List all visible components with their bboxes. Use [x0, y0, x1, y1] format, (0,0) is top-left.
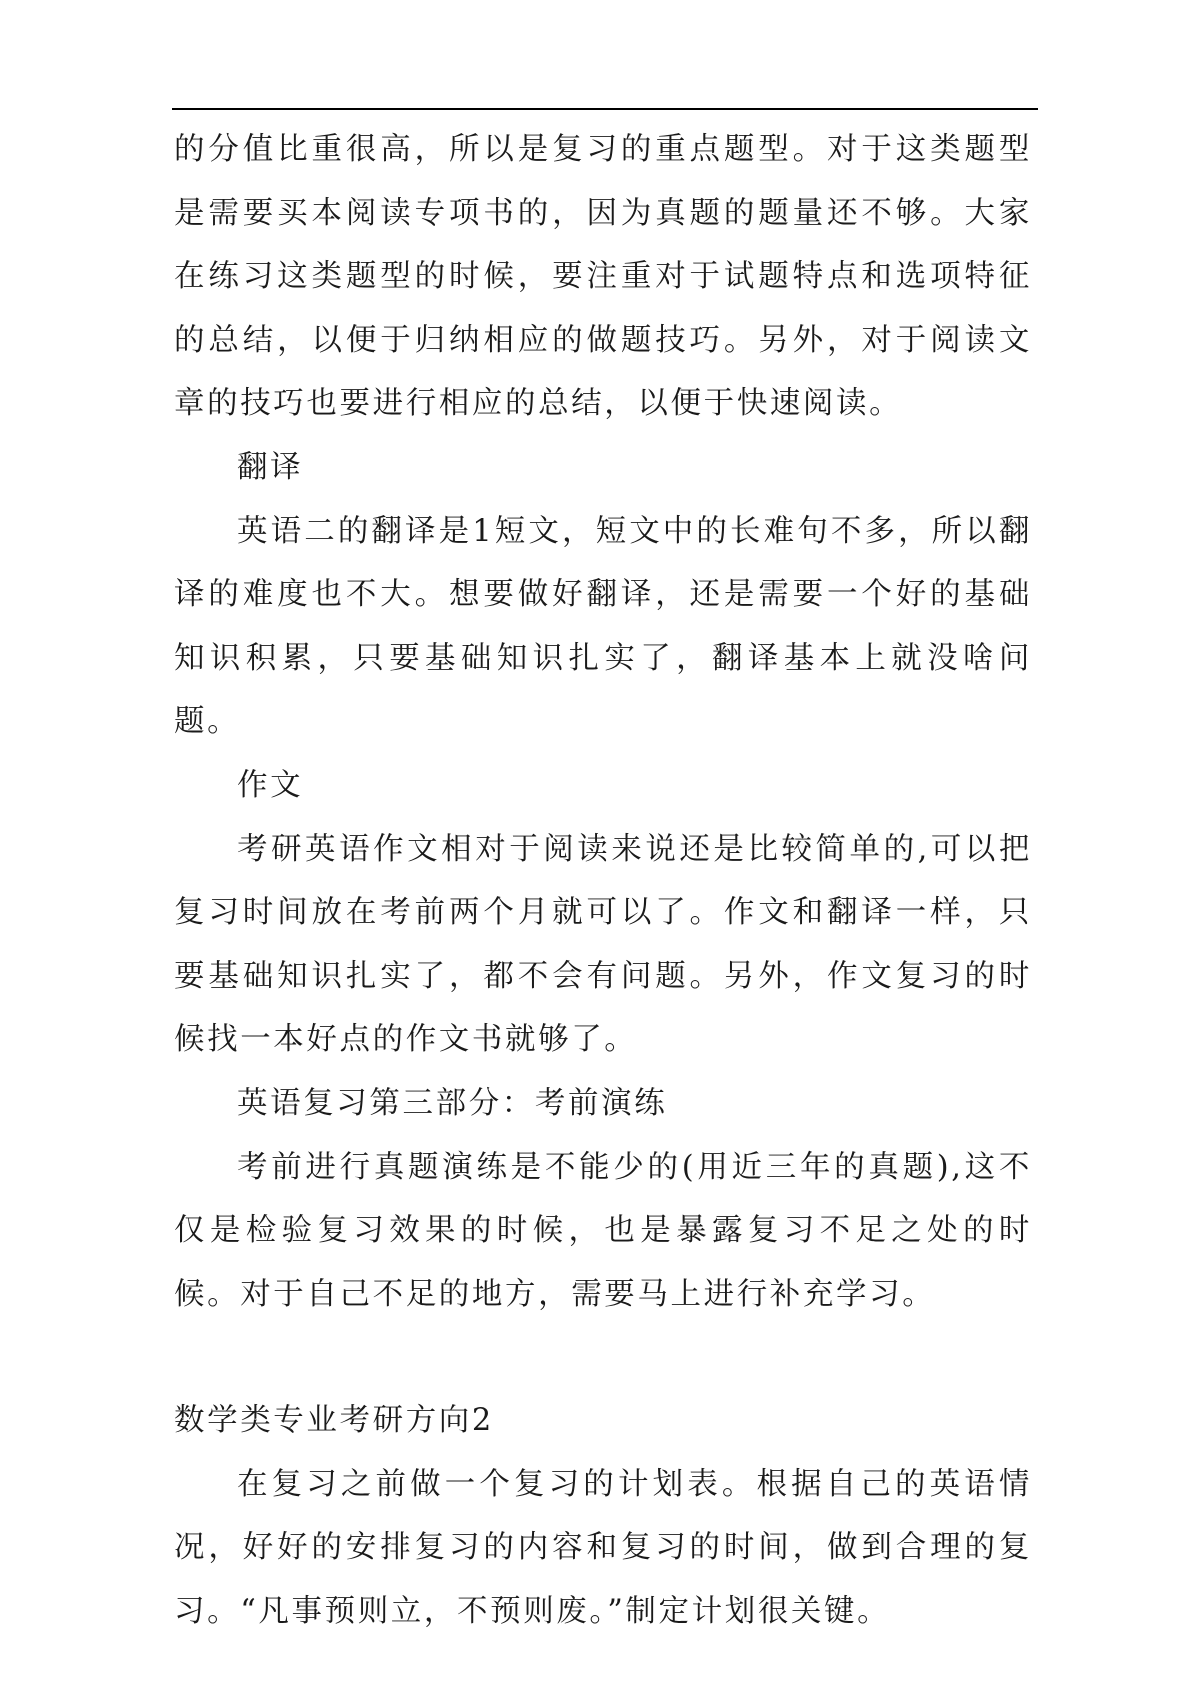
paragraph-essay: 考研英语作文相对于阅读来说还是比较简单的,可以把复习时间放在考前两个月就可以了。作文和翻译一样，只要基础知识扎实了，都不会有问题。另外，作文复习的时候找一本好点的作文书就够了。 — [174, 831, 1032, 1058]
document-body — [174, 118, 1032, 1644]
paragraph-practice: 考前进行真题演练是不能少的(用近三年的真题),这不仅是检验复习效果的时候，也是暴露复习不足之处的时候。对于自己不足的地方，需要马上进行补充学习。 — [174, 1149, 1032, 1312]
subheading-essay: 作文 — [237, 767, 304, 803]
subheading-translation: 翻译 — [237, 449, 304, 485]
header-rule — [172, 108, 1038, 110]
paragraph-translation: 英语二的翻译是1短文，短文中的长难句不多，所以翻译的难度也不大。想要做好翻译，还是需要一个好的基础知识积累，只要基础知识扎实了，翻译基本上就没啥问题。 — [174, 513, 1032, 740]
section-title: 数学类专业考研方向2 — [174, 1403, 494, 1439]
paragraph-plan: 在复习之前做一个复习的计划表。根据自己的英语情况，好好的安排复习的内容和复习的时间，做到合理的复习。“凡事预则立，不预则废。”制定计划很关键。 — [174, 1466, 1032, 1630]
paragraph-reading-summary: 的分值比重很高，所以是复习的重点题型。对于这类题型是需要买本阅读专项书的，因为真题的题量还不够。大家在练习这类题型的时候，要注重对于试题特点和选项特征的总结，以便于归纳相应的做题技巧。另外，对于阅读文章的技巧也要进行相应的总结，以便于快速阅读。 — [174, 132, 1032, 422]
subheading-part-three: 英语复习第三部分：考前演练 — [237, 1085, 668, 1121]
